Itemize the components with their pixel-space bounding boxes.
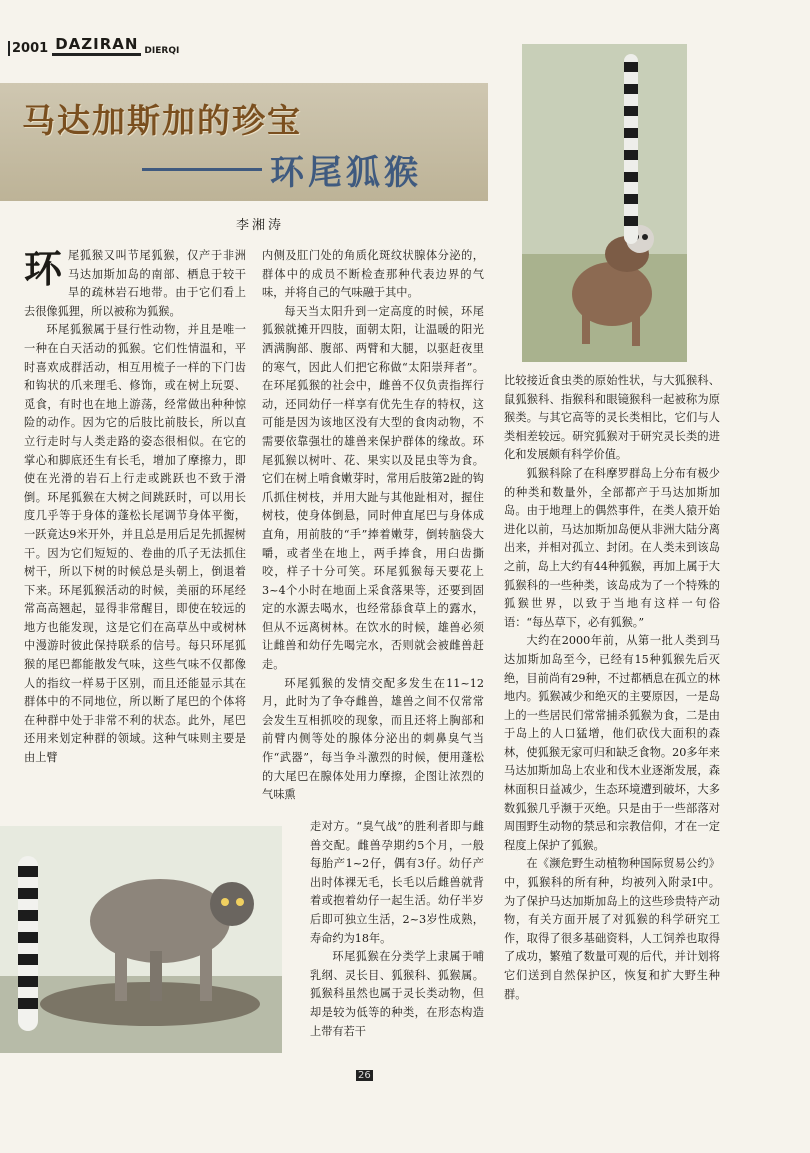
header-year: 2001 [8,41,48,56]
article-subtitle: 环尾狐猴 [270,153,422,193]
text-column-2-continued [310,818,484,1041]
paragraph: 比较接近食虫类的原始性状，与大狐猴科、鼠狐猴科、指猴科和眼镜猴科一起被称为原猴类。与其它高等的灵长类相比，它们与人类相差较远。研究狐猴对于研究灵长类的进化和发展颇有科学价值。 [504,374,720,462]
subtitle-dash [142,168,262,171]
paragraph: 走对方。“臭气战”的胜利者即与雌兽交配。雌兽孕期约5个月，一般每胎产1~2仔，偶有3仔。幼仔产出时体裸无毛，长毛以后雌兽就背着或抱着幼仔一起生活。幼仔半岁后即可独立生活，2~3岁性成熟，寿命约为18年。 [310,820,484,945]
paragraph: 环尾狐猴在分类学上隶属于哺乳纲、灵长目、狐猴科、狐猴属。狐猴科虽然也属于灵长类动物，但却是较为低等的种类，在形态构造上带有若干 [310,950,484,1038]
text-column-1 [24,247,246,768]
paragraph [24,247,246,321]
text-column-3 [504,372,720,1004]
paragraph: 在《濒危野生动植物种国际贸易公约》中，狐猴科的所有种，均被列入附录Ⅰ中。为了保护马达加斯加岛上的这些珍贵特产动物，有关方面开展了对狐猴的科学研究工作，取得了很多基础资料，人工饲养也取得了成功，繁殖了数量可观的后代，并计划将它们送到自然保护区，恢复和扩大野生种群。 [504,857,720,1001]
title-banner [0,83,488,201]
subtitle-row [142,145,422,194]
paragraph-text: 尾狐猴又叫节尾狐猴，仅产于非洲马达加斯加岛的南部、栖息于较干旱的疏林岩石地带。由于它们看上去很像狐狸，所以被称为狐猴。 [24,249,246,318]
paragraph: 大约在2000年前，从第一批人类到马达加斯加岛至今，已经有15种狐猴先后灭绝，目前尚有29种，不过都栖息在孤立的林地内。狐猴减少和绝灭的主要原因，一是岛上的一些居民们常常捕杀狐猴为食，二是由于岛上的人口猛增，他们砍伐大面积的森林，使狐猴无家可归和缺乏食物。20多年来马达加斯加岛上农业和伐木业逐渐发展，森林面积日益减少，生态环境遭到破坏，大多数狐猴几乎濒于灭绝。只是由于一些部落对周围野生动物的禁忌和宗教信仰，才在一定程度上保护了狐猴。 [504,634,720,852]
author-name: 李湘涛 [236,218,285,233]
paragraph: 环尾狐猴的发情交配多发生在11~12月，此时为了争夺雌兽，雄兽之间不仅常常会发生互相抓咬的现象，而且还将上胸部和前臂内侧等处的腺体分泌出的刺鼻臭气当作“武器”，每当争斗激烈的时候，便用蓬松的大尾巴在腺体处用力摩擦，企图让浓烈的气味熏 [262,676,484,802]
lemur-photo-top [522,44,687,362]
paragraph: 每天当太阳升到一定高度的时候，环尾狐猴就摊开四肢，面朝太阳，让温暖的阳光洒满胸部、腹部、两臂和大腿，以驱赶夜里的寒气，因此人们把它称做“太阳崇拜者”。在环尾狐猴的社会中，雌兽不仅负责指挥行动，还同幼仔一样享有优先生存的特权，这可能是因为该地区没有大型的食肉动物，不需要依靠强壮的雄兽来保护群体的缘故。环尾狐猴以树叶、花、果实以及昆虫等为食。它们在树上啃食嫩芽时，常用后肢第2趾的钩爪抓住树枝，并用大趾与其他趾相对，握住树枝，使身体倒悬，同时伸直尾巴与身体成直角，用前肢的“手”捧着嫩芽，倒转脑袋大嚼，或者坐在地上，两手捧食，用臼齿撕咬，样子十分可笑。环尾狐猴每天要花上3~4个小时在地面上采食落果等，还要到固定的水源去喝水，也经常舔食草上的露水，但从不远离树林。在饮水的时候，雄兽必须让雌兽和幼仔先喝完水，否则就会被雌兽赶走。 [262,304,484,672]
paragraph: 狐猴科除了在科摩罗群岛上分布有极少的种类和数量外，全部都产于马达加斯加岛。由于地理上的偶然事件，在类人猿开始进化以前，马达加斯加岛便从非洲大陆分离出来，并相对孤立、封闭。在人类未到该岛之前，岛上大约有44种狐猴，再加上属于大狐猴科的一些种类，该岛成为了一个特殊的狐猴世界，以致于当地有这样一句俗语：“每丛草下，必有狐猴。” [504,466,720,629]
paragraph: 环尾狐猴属于昼行性动物，并且是唯一一种在白天活动的狐猴。它们性情温和，平时喜欢成群活动，相互用梳子一样的下门齿和钩状的爪来理毛、修饰，或在树上玩耍、觅食，有时也在地上游荡，经常做出种种惊险的动作。因为它的后肢比前肢长，所以直立行走时与人类走路的姿态很相似。在它的掌心和脚底还生有长毛，增加了摩擦力，即使在光滑的岩石上行走或跳跃也不致于滑倒。环尾狐猴在大树之间跳跃时，可以用长度几乎等于身体的蓬松长尾调节身体平衡，一跃竟达9米开外，并且总是用后足先抓握树干。因为它们短短的、卷曲的爪子无法抓住树干，所以下树的时候总是头朝上，倒退着下来。环尾狐猴活动的时候，美丽的环尾经常高高翘起，显得非常醒目，即使在较远的地方也能发现，这是它们在高草丛中或树林中漫游时彼此保持联系的信号。每只环尾狐猴的尾巴都能散发气味，这些气味不仅都像人的指纹一样易于区别，而且还能显示其在群体中的不同地位，所以断了尾巴的个体将在种群中处于非常不利的状态。此外，尾巴还用来划定种群的领域。这种气味则主要是由上臂 [24,323,246,765]
paragraph: 内侧及肛门处的角质化斑纹状腺体分泌的，群体中的成员不断检查那种代表边界的气味，并将自己的气味融于其中。 [262,249,484,300]
drop-cap: 环 [24,246,63,291]
header-magazine: DAZIRAN [52,35,141,56]
header-issue: DIERQI [144,46,180,56]
running-header [8,34,488,56]
lemur-photo-bottom [0,826,282,1053]
text-column-2 [262,247,484,805]
page-number: 26 [358,1070,371,1081]
article-title: 马达加斯加的珍宝 [22,101,302,140]
